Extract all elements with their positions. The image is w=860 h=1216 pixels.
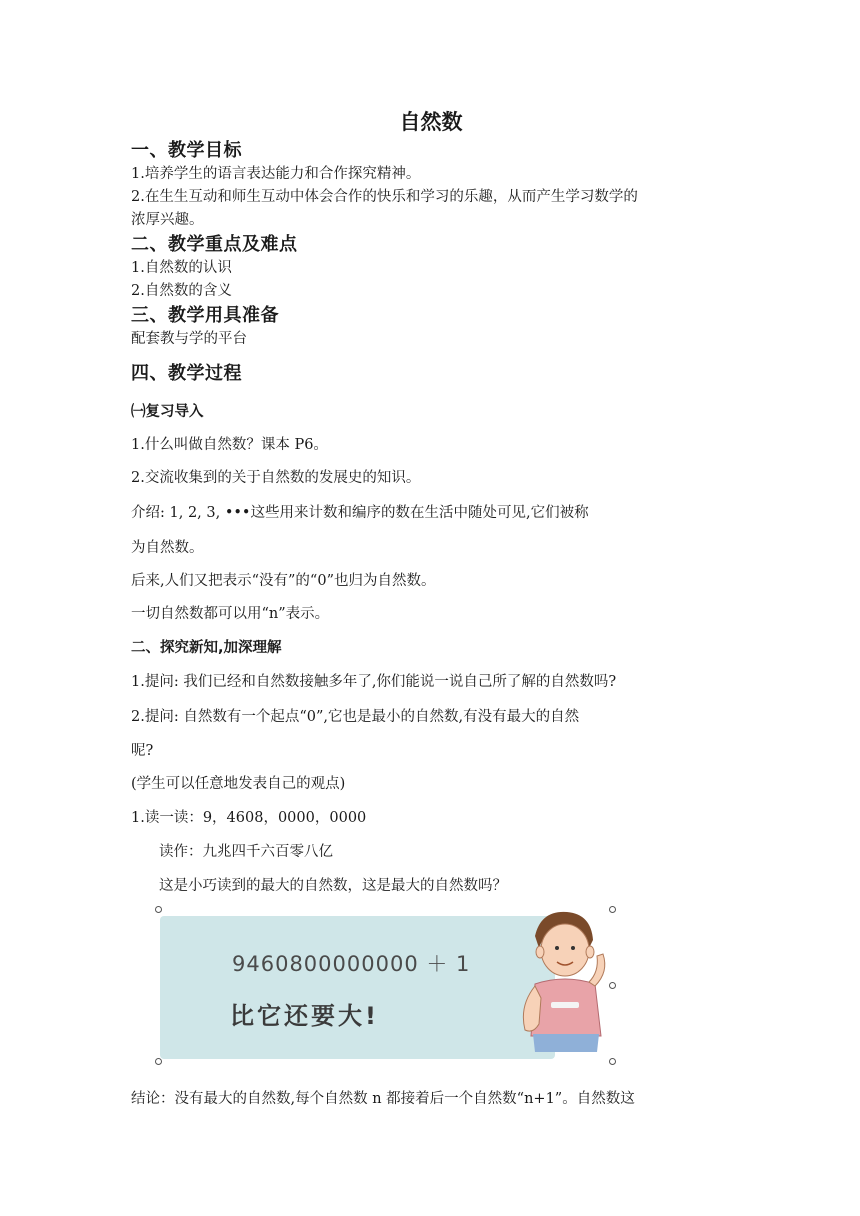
boy-illustration [505, 906, 615, 1066]
resize-handle [155, 1058, 162, 1065]
page-title: 自然数 [399, 110, 463, 134]
section-heading-tools: 三、教学用具准备 [131, 305, 279, 326]
explore-line-2: 2.提问: 自然数有一个起点“0”,它也是最小的自然数,有没有最大的自然 [131, 709, 580, 725]
subheading-review: ㈠复习导入 [131, 404, 204, 420]
conclusion-line: 结论：没有最大的自然数,每个自然数 n 都接着后一个自然数“n+1”。自然数这 [131, 1091, 635, 1107]
card-number: 9460800000000 ＋ 1 [232, 952, 471, 976]
number-card [160, 916, 555, 1059]
goal-line-3: 浓厚兴趣。 [131, 212, 204, 228]
subheading-explore: 二、探究新知,加深理解 [131, 640, 282, 656]
goal-line-2: 2.在生生互动和师生互动中体会合作的快乐和学习的乐趣，从而产生学习数学的 [131, 189, 638, 205]
review-line-4: 为自然数。 [131, 540, 204, 556]
section-heading-process: 四、教学过程 [131, 363, 242, 384]
keypoint-line-1: 1.自然数的认识 [131, 260, 232, 276]
illustration-figure [155, 906, 615, 1066]
question-line: 这是小巧读到的最大的自然数，这是最大的自然数吗？ [159, 878, 507, 894]
card-caption: 比它还要大! [230, 1002, 379, 1030]
review-line-6: 一切自然数都可以用“n”表示。 [131, 606, 330, 622]
explore-line-4: (学生可以任意地发表自己的观点) [131, 776, 346, 792]
explore-line-3: 呢? [131, 743, 154, 759]
explore-line-5: 1.读一读：9，4608，0000，0000 [131, 810, 367, 826]
explore-line-1: 1.提问: 我们已经和自然数接触多年了,你们能说一说自己所了解的自然数吗? [131, 674, 617, 690]
review-line-2: 2.交流收集到的关于自然数的发展史的知识。 [131, 470, 421, 486]
review-line-5: 后来,人们又把表示“没有”的“0”也归为自然数。 [131, 573, 436, 589]
review-line-3: 介绍: 1, 2, 3, •••这些用来计数和编序的数在生活中随处可见,它们被称 [131, 505, 589, 521]
section-heading-keypoints: 二、教学重点及难点 [131, 234, 298, 255]
goal-line-1: 1.培养学生的语言表达能力和合作探究精神。 [131, 166, 421, 182]
keypoint-line-2: 2.自然数的含义 [131, 283, 232, 299]
read-as-line: 读作：九兆四千六百零八亿 [159, 844, 333, 860]
tools-line-1: 配套教与学的平台 [131, 331, 247, 347]
section-heading-goals: 一、教学目标 [131, 140, 242, 161]
review-line-1: 1.什么叫做自然数？课本 P6。 [131, 437, 328, 453]
resize-handle [155, 906, 162, 913]
